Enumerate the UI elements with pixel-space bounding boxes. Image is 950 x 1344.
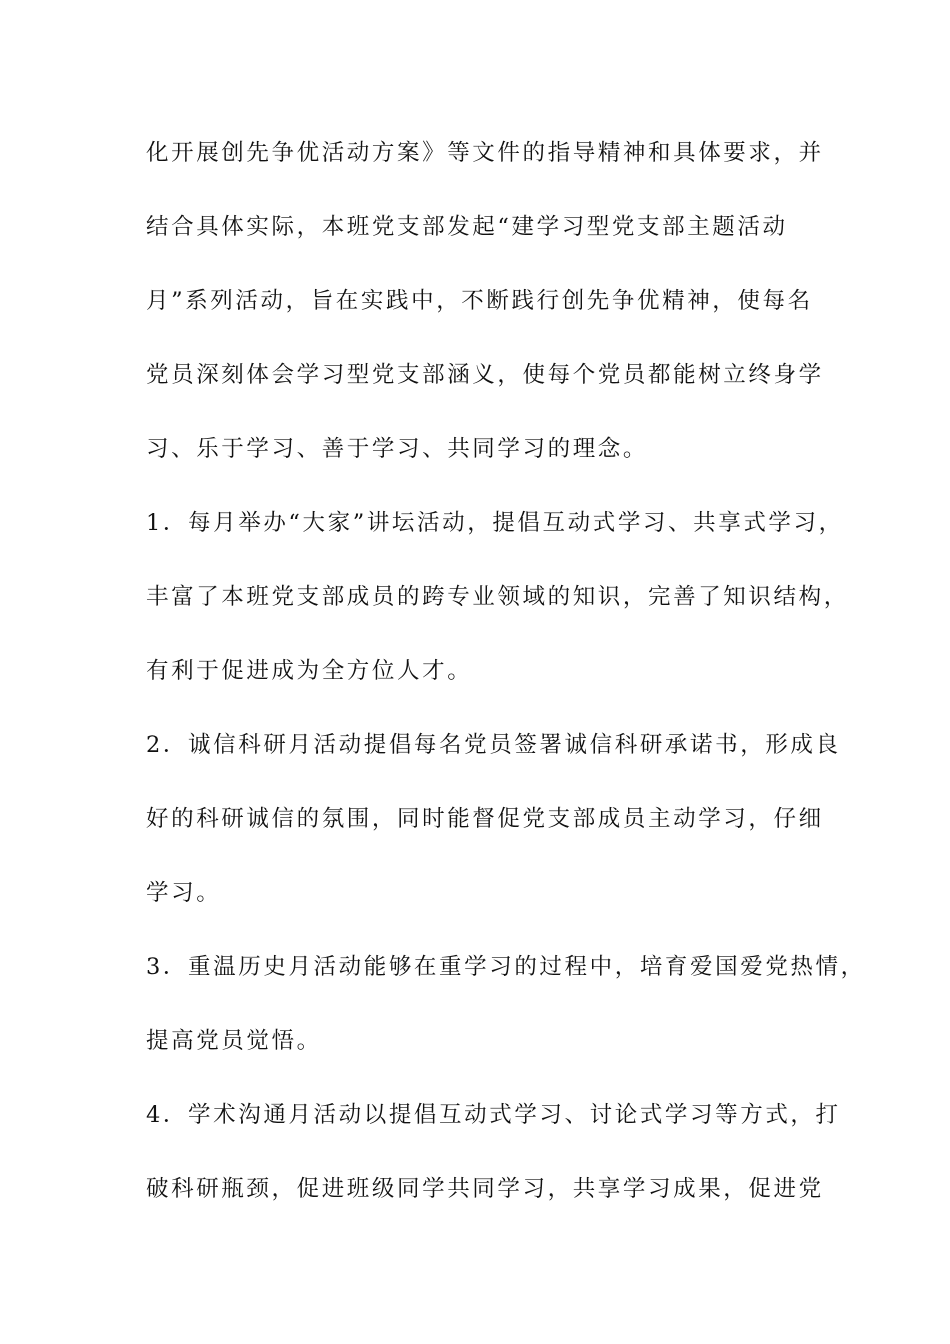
text-line: 学习。 [146, 880, 222, 906]
text-line: 丰富了本班党支部成员的跨专业领域的知识，完善了知识结构， [146, 584, 849, 610]
text-line: 提高党员觉悟。 [146, 1028, 322, 1054]
text-line: 习、乐于学习、善于学习、共同学习的理念。 [146, 436, 649, 462]
list-item-4-line: 4．学术沟通月活动以提倡互动式学习、讨论式学习等方式，打 [146, 1102, 841, 1128]
list-item-3-line: 3．重温历史月活动能够在重学习的过程中，培育爱国爱党热情， [146, 954, 866, 980]
text-line: 破科研瓶颈，促进班级同学共同学习，共享学习成果，促进党 [146, 1176, 824, 1202]
text-line: 好的科研诚信的氛围，同时能督促党支部成员主动学习，仔细 [146, 806, 824, 832]
text-line: 化开展创先争优活动方案》等文件的指导精神和具体要求，并 [146, 140, 824, 166]
document-body [146, 128, 866, 1238]
text-line: 党员深刻体会学习型党支部涵义，使每个党员都能树立终身学 [146, 362, 824, 388]
text-line: 结合具体实际，本班党支部发起“建学习型党支部主题活动 [146, 214, 788, 240]
list-item-1-line: 1．每月举办“大家”讲坛活动，提倡互动式学习、共享式学习， [146, 510, 844, 536]
text-line: 月”系列活动，旨在实践中，不断践行创先争优精神，使每名 [146, 288, 813, 314]
text-line: 有利于促进成为全方位人才。 [146, 658, 473, 684]
list-item-2-line: 2．诚信科研月活动提倡每名党员签署诚信科研承诺书，形成良 [146, 732, 841, 758]
